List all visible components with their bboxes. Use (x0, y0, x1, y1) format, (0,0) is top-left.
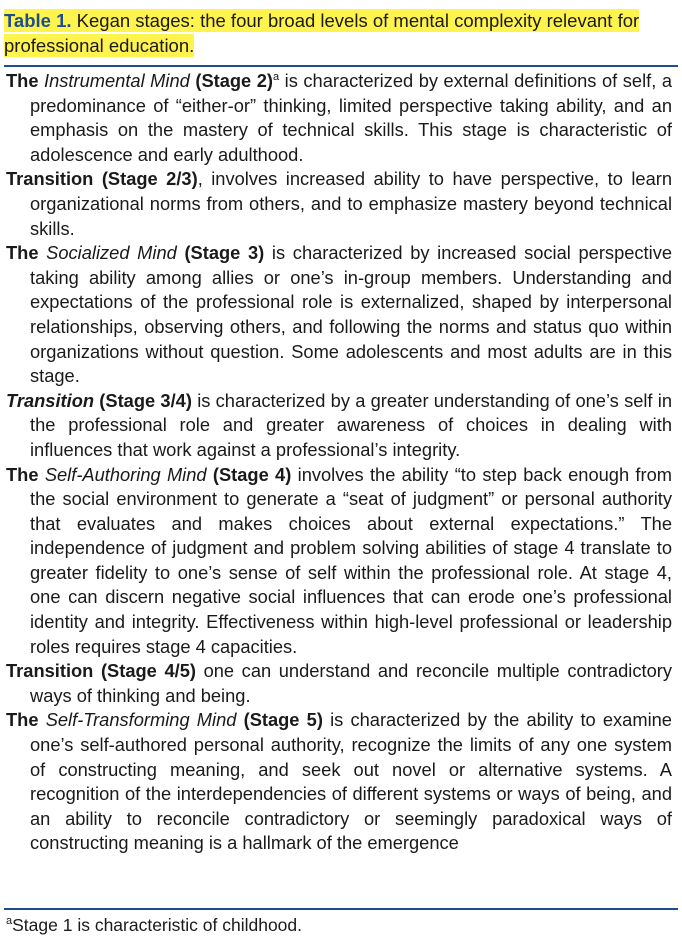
table-top-rule (4, 65, 678, 67)
entry-description: is characterized by external definitions of self, a predominance of “either-or” thinking, limited perspective taking ability, and an emphasis on the mastery of technical skills. This stage is characteristic of adolescence and early adulthood. (30, 70, 672, 165)
entry-description: , involves increased ability to have perspective, to learn organizational norms from others, and to emphasize mastery beyond technical skills. (30, 168, 672, 239)
stage-number: (Stage 4/5) (93, 660, 196, 682)
stage-number: (Stage 3/4) (94, 389, 192, 411)
entry-stage-4 (6, 463, 672, 660)
stage-number: (Stage 2/3) (93, 168, 198, 190)
table-footnote (6, 913, 672, 937)
entry-stage-3 (6, 241, 672, 389)
stage-name: Self-Authoring Mind (44, 463, 207, 485)
table-label: Table 1. (4, 10, 72, 31)
stage-name: Self-Transforming Mind (45, 709, 237, 731)
entry-description: is characterized by the ability to examine one’s self-authored personal authority, recognize the limits of any one system of constructing meaning, and seek out novel or alternative systems. A recognition of the interdependencies of different systems or ways of being, and an ability to reconcile contradictory or seemingly paradoxical ways of constructing meaning is a hallmark of the emergence (30, 709, 672, 854)
stage-number: (Stage 3) (176, 242, 265, 264)
entry-transition-4-5 (6, 659, 672, 708)
entry-stage-5 (6, 708, 672, 856)
transition-label: Transition (6, 389, 95, 411)
footnote-mark: a (6, 915, 13, 927)
entry-transition-3-4 (6, 389, 672, 463)
entry-description: is characterized by a greater understanding of one’s self in the professional role and greater awareness of choices in dealing with influences that work against a professional’s integrity. (30, 389, 672, 460)
stage-number: (Stage 2) (189, 70, 274, 91)
footnote-marker: a (273, 71, 280, 83)
entry-description: involves the ability “to step back enough from the social environment to generate a “seat of judgment” or personal authority that evaluates and makes choices about external expectations.” The independence of judgment and problem solving abilities of stage 4 translate to greater fidelity to one’s sense of self within the professional role. At stage 4, one can discern negative social influences that can erode one’s professional identity and integrity. Effectiveness within high-level professional or leadership roles requires stage 4 capacities. (30, 463, 672, 657)
entry-prefix: The (6, 70, 45, 91)
caption-text: Kegan stages: the four broad levels of mental complexity relevant for professional education. (4, 10, 640, 56)
transition-label: Transition (6, 660, 94, 682)
caption-highlight (4, 9, 639, 57)
stage-number: (Stage 5) (236, 709, 323, 731)
entry-description: one can understand and reconcile multiple contradictory ways of thinking and being. (30, 660, 672, 706)
transition-label: Transition (6, 168, 94, 190)
entry-prefix: The (6, 242, 47, 264)
stage-name: Instrumental Mind (44, 70, 190, 91)
footnote-text: Stage 1 is characteristic of childhood. (12, 915, 303, 935)
entry-transition-2-3 (6, 167, 672, 241)
entry-prefix: The (6, 709, 46, 731)
entry-prefix: The (6, 463, 45, 485)
table-caption (4, 8, 678, 58)
stage-name: Socialized Mind (46, 242, 177, 264)
stage-number: (Stage 4) (206, 463, 292, 485)
entry-description: is characterized by increased social perspective taking ability among allies or one’s in-group members. Understanding and expectations of the professional role is externalized, shaped by interpersonal relationships, observing others, and following the norms and status quo within organizations without question. Some adolescents and most adults are in this stage. (30, 242, 672, 387)
stages-list (6, 69, 672, 856)
entry-stage-2 (6, 69, 672, 167)
table-bottom-rule (4, 908, 678, 910)
